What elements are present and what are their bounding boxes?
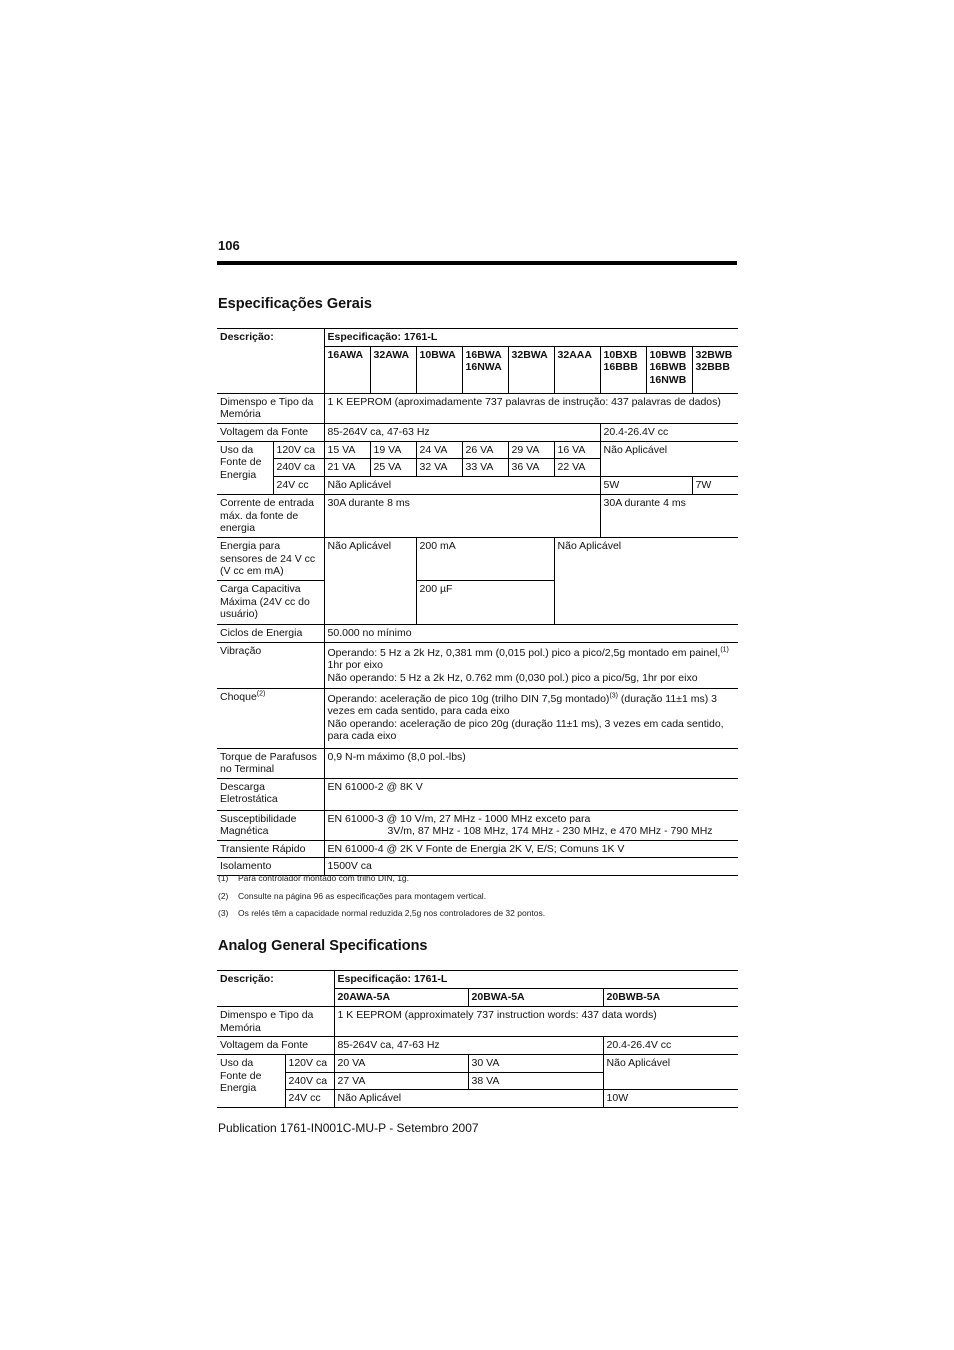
magnetic-value-line2: 3V/m, 87 MHz - 108 MHz, 174 MHz - 230 MHz, e 470 MHz - 790 MHz <box>387 825 713 837</box>
power-ac-not-applicable: Não Aplicável <box>600 441 738 477</box>
power-120-16bwa: 26 VA <box>462 441 508 459</box>
sensor-200ma: 200 mA <box>416 538 554 581</box>
footnote-ref-3: (3) <box>609 692 618 699</box>
model-32awa: 32AWA <box>370 346 416 393</box>
footnote-2-text: Consulte na página 96 as especificações para montagem vertical. <box>238 891 487 901</box>
isolation-value: 1500V ca <box>324 858 738 876</box>
analog-240-20awa: 27 VA <box>334 1072 468 1090</box>
power-use-24v: 24V cc <box>273 477 324 495</box>
footnote-1 <box>218 873 409 883</box>
model-16bwa: 16BWA 16NWA <box>462 346 508 393</box>
analog-memory-value: 1 K EEPROM (approximately 737 instruction words: 437 data words) <box>334 1007 738 1037</box>
vibration-operating: Operando: 5 Hz a 2k Hz, 0,381 mm (0,015 pol.) pico a pico/2,5g montado em painel, <box>327 646 721 659</box>
memory-label: Dimenspo e Tipo da Memória <box>217 393 324 423</box>
model-20bwb-5a: 20BWB-5A <box>603 989 738 1007</box>
power-use-120v: 120V ca <box>273 441 324 459</box>
power-240-16bwa: 33 VA <box>462 459 508 477</box>
analog-spec-table <box>217 970 738 1108</box>
analog-memory-label: Dimenspo e Tipo da Memória <box>217 1007 334 1037</box>
power-120-32bwa: 29 VA <box>508 441 554 459</box>
footnote-3-text: Os relés têm a capacidade normal reduzida 2,5g nos controladores de 32 pontos. <box>238 908 546 918</box>
footnote-ref-2: (2) <box>256 690 266 697</box>
analog-120-20awa: 20 VA <box>334 1055 468 1073</box>
header-rule <box>217 261 737 265</box>
power-240-32aaa: 22 VA <box>554 459 600 477</box>
power-120-16awa: 15 VA <box>324 441 370 459</box>
shock-label <box>217 688 324 748</box>
power-use-240v: 240V ca <box>273 459 324 477</box>
shock-value <box>324 688 738 748</box>
inrush-ac: 30A durante 8 ms <box>324 495 600 538</box>
section-title-analog: Analog General Specifications <box>218 938 428 954</box>
analog-power-240v: 240V ca <box>285 1072 334 1090</box>
power-240-16awa: 21 VA <box>324 459 370 477</box>
analog-240-20bwa: 38 VA <box>468 1072 603 1090</box>
fast-transient-value: EN 61000-4 @ 2K V Fonte de Energia 2K V, E/S; Comuns 1K V <box>324 840 738 858</box>
magnetic-label: Susceptibilidade Magnética <box>217 810 324 840</box>
sensor-power-label: Energia para sensores de 24 V cc (V cc em mA) <box>217 538 324 581</box>
model-16awa: 16AWA <box>324 346 370 393</box>
model-20bwa-5a: 20BWA-5A <box>468 989 603 1007</box>
footnote-1-number: (1) <box>218 873 229 883</box>
power-24-5w: 5W <box>600 477 692 495</box>
inrush-label: Corrente de entrada máx. da fonte de energia <box>217 495 324 538</box>
model-10bxb: 10BXB 16BBB <box>600 346 646 393</box>
analog-voltage-dc: 20.4-26.4V cc <box>603 1037 738 1055</box>
general-spec-table <box>217 328 738 876</box>
model-20awa-5a: 20AWA-5A <box>334 989 468 1007</box>
analog-power-24v: 24V cc <box>285 1090 334 1108</box>
shock-operating: Operando: aceleração de pico 10g (trilho DIN 7,5g montado) <box>327 692 610 705</box>
power-120-32awa: 19 VA <box>370 441 416 459</box>
analog-24-not-applicable: Não Aplicável <box>334 1090 603 1108</box>
power-120-32aaa: 16 VA <box>554 441 600 459</box>
analog-24-10w: 10W <box>603 1090 738 1108</box>
voltage-ac: 85-264V ca, 47-63 Hz <box>324 423 600 441</box>
header-description: Descrição: <box>217 329 324 394</box>
capacitive-load-value: 200 µF <box>416 581 554 625</box>
model-10bwa: 10BWA <box>416 346 462 393</box>
magnetic-value-line1: EN 61000-3 @ 10 V/m, 27 MHz - 1000 MHz exceto para <box>327 812 591 825</box>
analog-voltage-ac: 85-264V ca, 47-63 Hz <box>334 1037 603 1055</box>
model-10bwb: 10BWB 16BWB 16NWB <box>646 346 692 393</box>
vibration-operating-cont: 1hr por eixo <box>327 659 383 671</box>
memory-value: 1 K EEPROM (aproximadamente 737 palavras de instrução: 437 palavras de dados) <box>324 393 738 423</box>
header-specification: Especificação: 1761-L <box>324 329 738 347</box>
model-32bwa: 32BWA <box>508 346 554 393</box>
model-32bwb: 32BWB 32BBB <box>692 346 738 393</box>
footnote-2-number: (2) <box>218 891 229 901</box>
torque-label: Torque de Parafusos no Terminal <box>217 748 324 778</box>
analog-voltage-label: Voltagem da Fonte <box>217 1037 334 1055</box>
shock-label-text: Choque <box>220 690 257 703</box>
power-24-7w: 7W <box>692 477 738 495</box>
capacitive-load-label: Carga Capacitiva Máxima (24V cc do usuário) <box>217 581 324 625</box>
analog-header-specification: Especificação: 1761-L <box>334 971 738 989</box>
shock-non-operating: Não operando: aceleração de pico 20g (duração 11±1 ms), 3 vezes em cada sentido, para cada eixo <box>327 717 724 742</box>
section-title-general: Especificações Gerais <box>218 296 372 312</box>
footnote-1-text: Para controlador montado com trilho DIN, 1g. <box>238 873 410 883</box>
esd-label: Descarga Eletrostática <box>217 778 324 810</box>
model-32aaa: 32AAA <box>554 346 600 393</box>
analog-power-use-label: Uso da Fonte de Energia <box>217 1055 285 1108</box>
inrush-dc: 30A durante 4 ms <box>600 495 738 538</box>
footnote-3 <box>218 908 545 918</box>
voltage-label: Voltagem da Fonte <box>217 423 324 441</box>
magnetic-value <box>324 810 738 840</box>
footnote-2 <box>218 891 486 901</box>
power-24-not-applicable: Não Aplicável <box>324 477 600 495</box>
analog-120-20bwa: 30 VA <box>468 1055 603 1073</box>
page-number: 106 <box>218 238 240 253</box>
voltage-dc: 20.4-26.4V cc <box>600 423 738 441</box>
power-120-10bwa: 24 VA <box>416 441 462 459</box>
torque-value: 0,9 N-m máximo (8,0 pol.-lbs) <box>324 748 738 778</box>
sensor-not-applicable-2: Não Aplicável <box>554 538 738 625</box>
fast-transient-label: Transiente Rápido <box>217 840 324 858</box>
power-240-10bwa: 32 VA <box>416 459 462 477</box>
shock-operating-cont: (duração 11±1 ms) 3 vezes em cada sentido, para cada eixo <box>327 692 717 717</box>
vibration-label: Vibração <box>217 642 324 688</box>
analog-header-description: Descrição: <box>217 971 334 1007</box>
vibration-non-operating: Não operando: 5 Hz a 2k Hz, 0.762 mm (0,030 pol.) pico a pico/5g, 1hr por eixo <box>327 671 698 684</box>
power-cycles-value: 50.000 no mínimo <box>324 625 738 643</box>
power-use-label: Uso da Fonte de Energia <box>217 441 273 495</box>
power-240-32bwa: 36 VA <box>508 459 554 477</box>
power-cycles-label: Ciclos de Energia <box>217 625 324 643</box>
isolation-label: Isolamento <box>217 858 324 876</box>
vibration-value <box>324 642 738 688</box>
footnote-3-number: (3) <box>218 908 229 918</box>
analog-power-120v: 120V ca <box>285 1055 334 1073</box>
publication-footer: Publication 1761-IN001C-MU-P - Setembro 2007 <box>218 1121 479 1135</box>
sensor-not-applicable-1: Não Aplicável <box>324 538 416 625</box>
power-240-32awa: 25 VA <box>370 459 416 477</box>
esd-value: EN 61000-2 @ 8K V <box>324 778 738 810</box>
footnote-ref-1: (1) <box>720 646 729 653</box>
analog-power-not-applicable: Não Aplicável <box>603 1055 738 1090</box>
